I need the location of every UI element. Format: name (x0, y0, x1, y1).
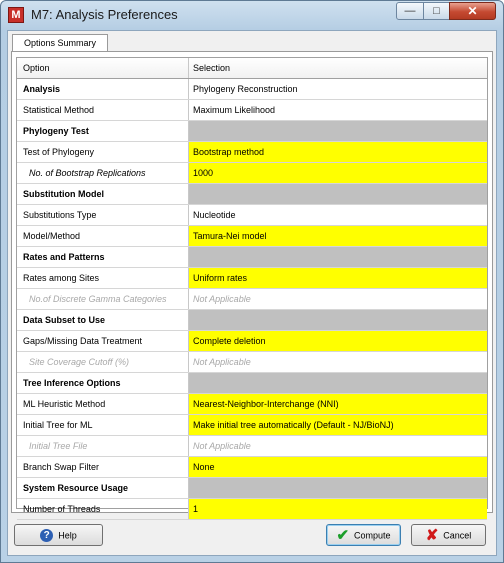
option-label: Branch Swap Filter (17, 457, 189, 477)
checkmark-icon: ✔ (336, 527, 350, 545)
help-button-label: Help (58, 530, 77, 541)
selection-cell: Not Applicable (193, 357, 251, 367)
selection-cell (189, 373, 487, 393)
cancel-button-label: Cancel (443, 530, 472, 541)
selection-cell: Not Applicable (193, 441, 251, 451)
option-label: Substitution Model (17, 184, 189, 204)
option-label: Statistical Method (17, 100, 189, 120)
option-label: Rates among Sites (17, 268, 189, 288)
help-icon: ? (40, 529, 53, 542)
help-button[interactable] (14, 524, 103, 546)
option-label: No.of Discrete Gamma Categories (17, 289, 189, 309)
minimize-button[interactable] (396, 2, 424, 20)
options-grid (16, 57, 488, 514)
selection-cell: Not Applicable (193, 294, 251, 304)
option-label: Number of Threads (17, 499, 189, 519)
option-row[interactable] (17, 289, 487, 310)
option-row[interactable] (17, 205, 487, 226)
selection-cell[interactable]: Nearest-Neighbor-Interchange (NNI) (189, 394, 487, 414)
close-icon: ✕ (467, 4, 478, 18)
options-panel (11, 51, 493, 513)
selection-cell (189, 310, 487, 330)
x-icon: ✘ (425, 527, 439, 545)
selection-cell[interactable]: 1 (189, 499, 487, 519)
selection-cell: Phylogeny Reconstruction (193, 84, 298, 94)
section-row (17, 310, 487, 331)
selection-cell[interactable]: Nucleotide (193, 210, 236, 220)
option-row[interactable] (17, 142, 487, 163)
option-label: ML Heuristic Method (17, 394, 189, 414)
option-label: Rates and Patterns (17, 247, 189, 267)
grid-header-row (17, 58, 487, 79)
section-row (17, 247, 487, 268)
option-label: Model/Method (17, 226, 189, 246)
section-row (17, 373, 487, 394)
option-row[interactable] (17, 100, 487, 121)
section-row (17, 478, 487, 499)
option-row[interactable] (17, 226, 487, 247)
selection-cell (189, 184, 487, 204)
option-label: Substitutions Type (17, 205, 189, 225)
option-label: Test of Phylogeny (17, 142, 189, 162)
selection-cell[interactable]: Make initial tree automatically (Default - NJ/BioNJ) (189, 415, 487, 435)
tab-options-summary[interactable]: Options Summary (12, 34, 108, 52)
option-label: Gaps/Missing Data Treatment (17, 331, 189, 351)
compute-button-label: Compute (354, 530, 391, 541)
selection-cell[interactable]: 1000 (189, 163, 487, 183)
option-label: Phylogeny Test (17, 121, 189, 141)
dialog-body (7, 30, 497, 556)
option-row[interactable] (17, 331, 487, 352)
option-label: Initial Tree for ML (17, 415, 189, 435)
option-row[interactable] (17, 415, 487, 436)
column-header-option: Option (17, 58, 189, 78)
section-row (17, 121, 487, 142)
option-row[interactable] (17, 394, 487, 415)
option-label: Initial Tree File (17, 436, 189, 456)
section-row (17, 184, 487, 205)
selection-cell[interactable]: Maximum Likelihood (193, 105, 276, 115)
option-label: No. of Bootstrap Replications (17, 163, 189, 183)
option-row[interactable] (17, 163, 487, 184)
option-label: System Resource Usage (17, 478, 189, 498)
option-label: Data Subset to Use (17, 310, 189, 330)
title-bar[interactable] (1, 1, 503, 29)
app-icon: M (8, 7, 24, 23)
option-row[interactable] (17, 499, 487, 520)
window-title: M7: Analysis Preferences (31, 7, 178, 22)
maximize-button[interactable] (423, 2, 450, 20)
option-row[interactable] (17, 268, 487, 289)
option-label: Tree Inference Options (17, 373, 189, 393)
selection-cell[interactable]: Complete deletion (189, 331, 487, 351)
cancel-button[interactable] (411, 524, 486, 546)
option-row[interactable] (17, 352, 487, 373)
minimize-icon: — (404, 5, 416, 17)
selection-cell (189, 247, 487, 267)
selection-cell (189, 121, 487, 141)
close-button[interactable] (449, 2, 496, 20)
selection-cell[interactable]: Uniform rates (189, 268, 487, 288)
selection-cell (189, 478, 487, 498)
option-row[interactable] (17, 436, 487, 457)
column-header-selection: Selection (189, 58, 487, 78)
option-label: Analysis (17, 79, 189, 99)
section-row (17, 79, 487, 100)
selection-cell[interactable]: None (189, 457, 487, 477)
option-row[interactable] (17, 457, 487, 478)
compute-button[interactable] (326, 524, 401, 546)
maximize-icon: □ (433, 5, 440, 17)
selection-cell[interactable]: Tamura-Nei model (189, 226, 487, 246)
selection-cell[interactable]: Bootstrap method (189, 142, 487, 162)
option-label: Site Coverage Cutoff (%) (17, 352, 189, 372)
